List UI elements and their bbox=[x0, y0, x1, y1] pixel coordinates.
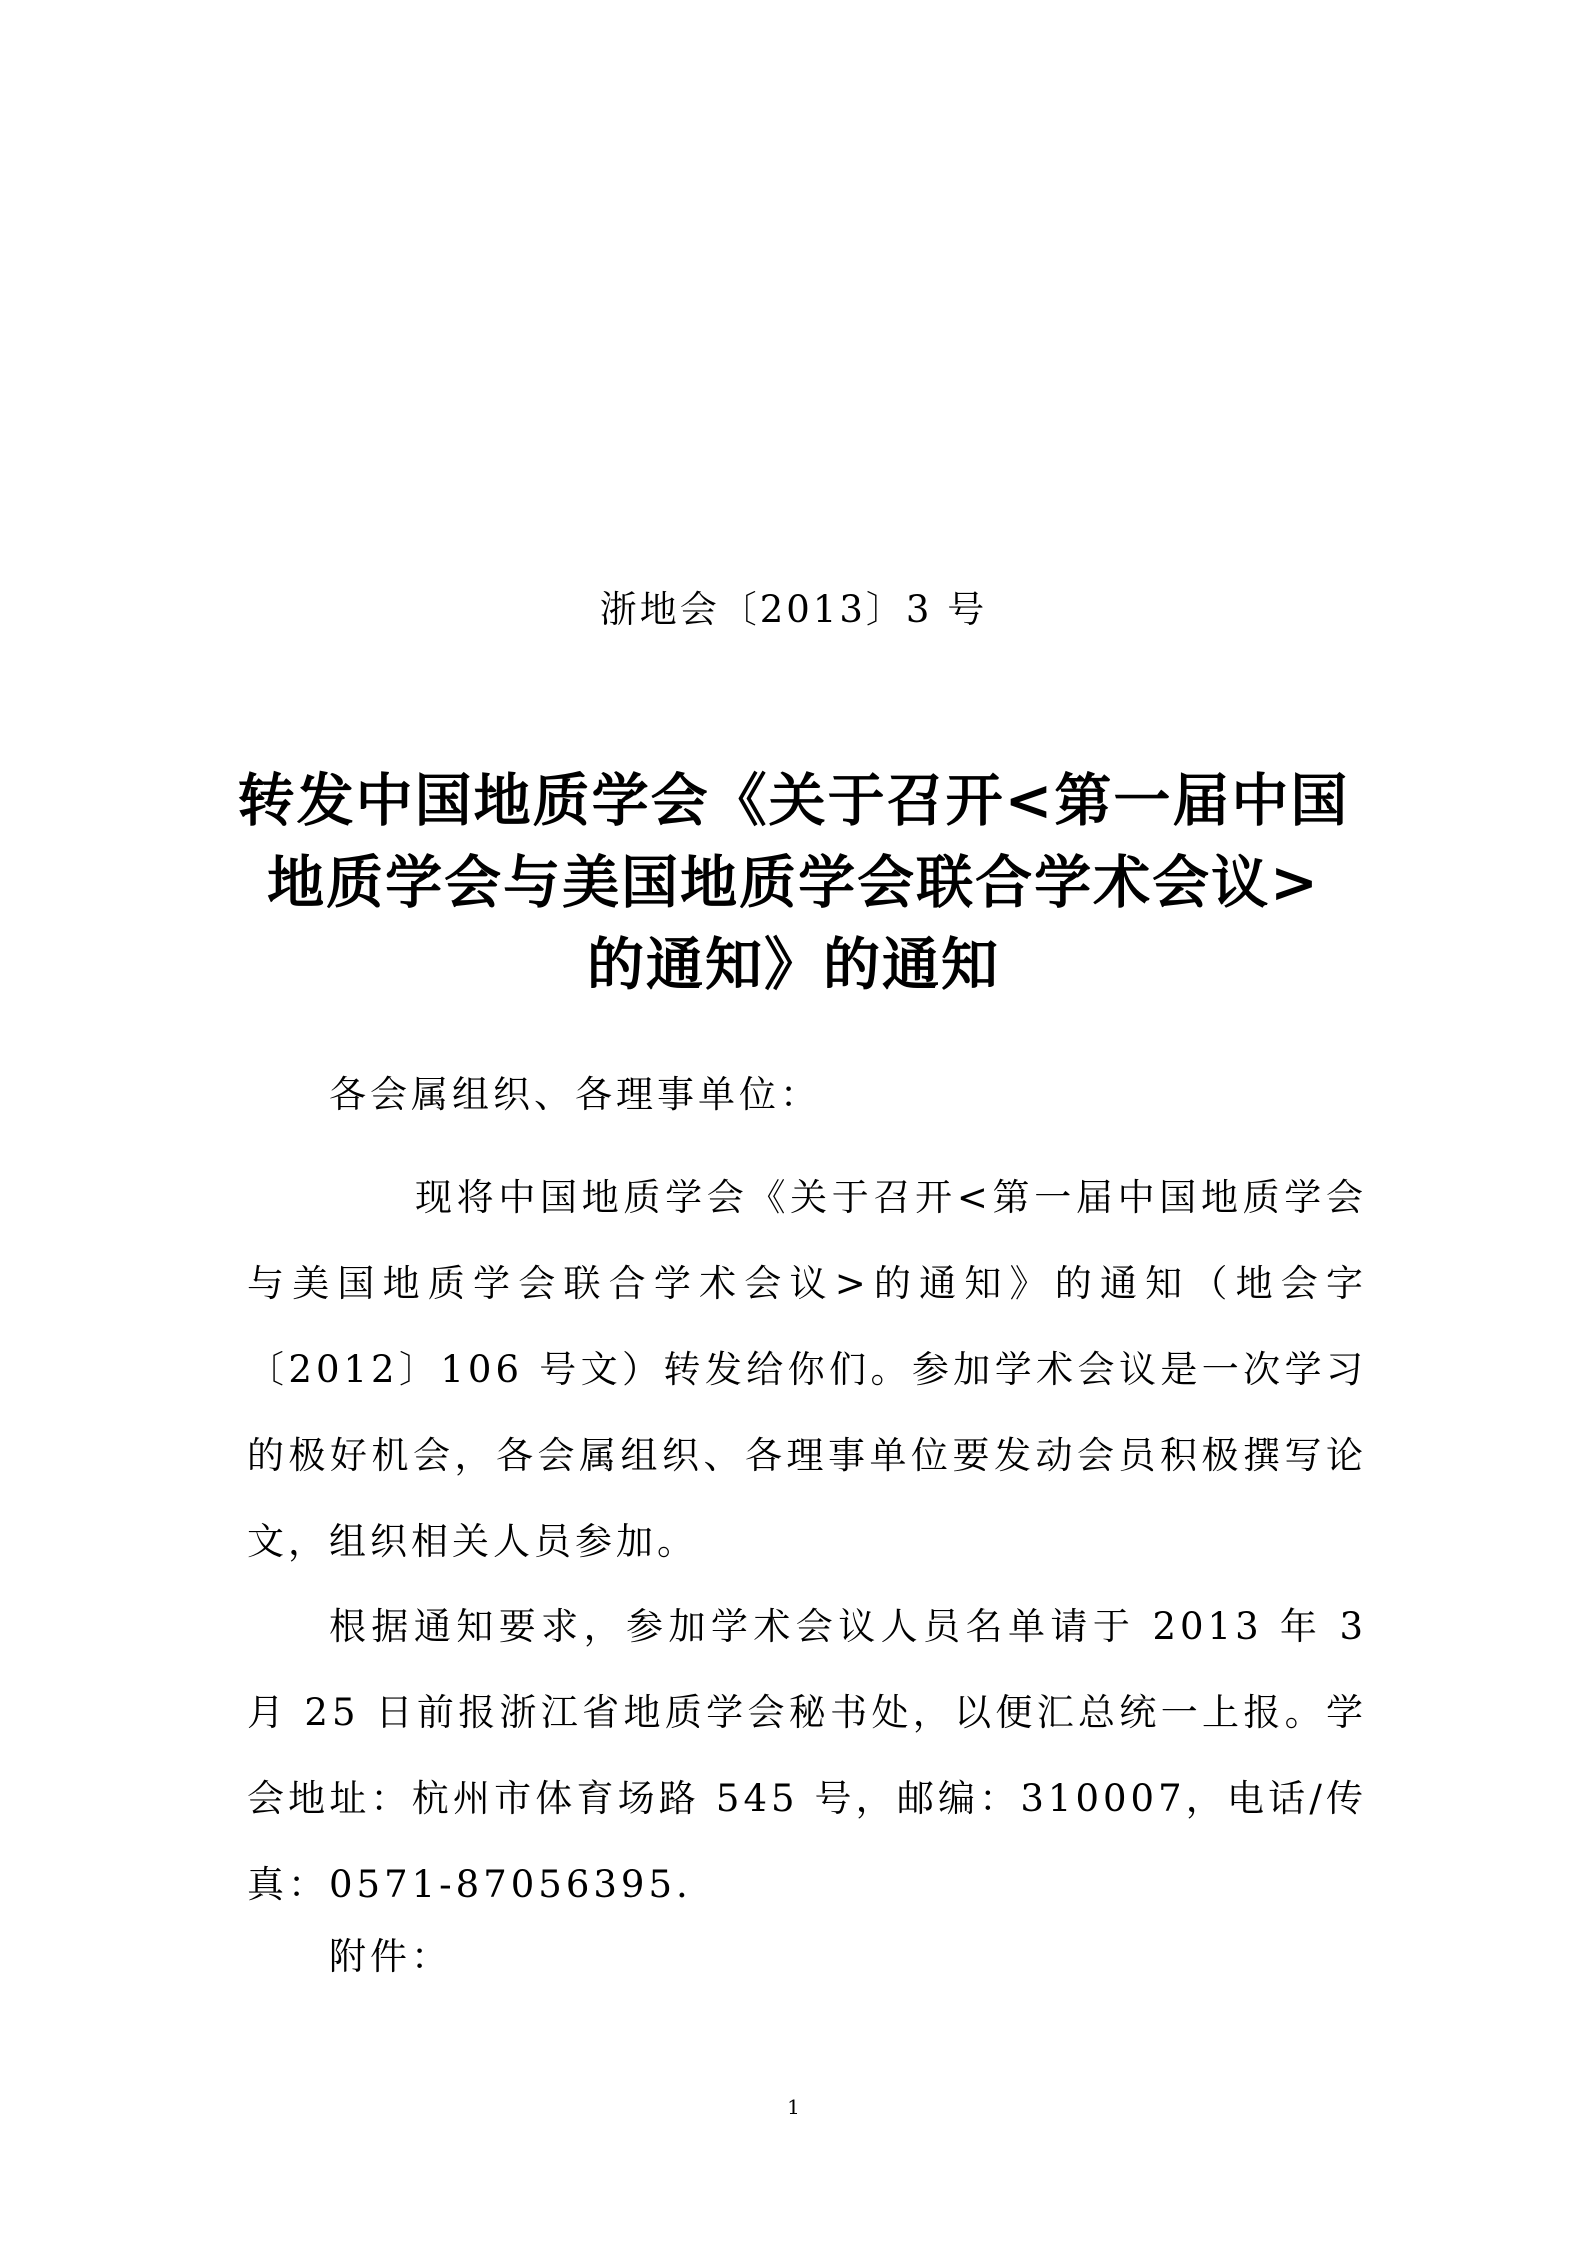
page-number: 1 bbox=[787, 2095, 800, 2119]
attachment-label: 附件： bbox=[329, 1935, 452, 1978]
document-number: 浙地会〔2013〕3 号 bbox=[599, 588, 988, 631]
addressee: 各会属组织、各理事单位： bbox=[329, 1073, 821, 1116]
body-paragraph-1: 现将中国地质学会《关于召开<第一届中国地质学会与美国地质学会联合学术会议>的通知》的通知（地会字〔2012〕106 号文）转发给你们。参加学术会议是一次学习的极好机会，各会属组织、各理事单位要发动会员积极撰写论文，组织相关人员参加。 bbox=[247, 1176, 1367, 1563]
title-line-1: 转发中国地质学会《关于召开<第一届中国 bbox=[237, 767, 1350, 834]
document-title bbox=[180, 760, 1407, 1006]
body-paragraph-2: 根据通知要求，参加学术会议人员名单请于 2013 年 3 月 25 日前报浙江省地质学会秘书处，以便汇总统一上报。学会地址：杭州市体育场路 545 号，邮编：310007，电话/传真：0571-87056395. bbox=[247, 1605, 1367, 1906]
title-line-3: 的通知》的通知 bbox=[587, 931, 1000, 998]
title-line-2: 地质学会与美国地质学会联合学术会议> bbox=[267, 849, 1320, 916]
